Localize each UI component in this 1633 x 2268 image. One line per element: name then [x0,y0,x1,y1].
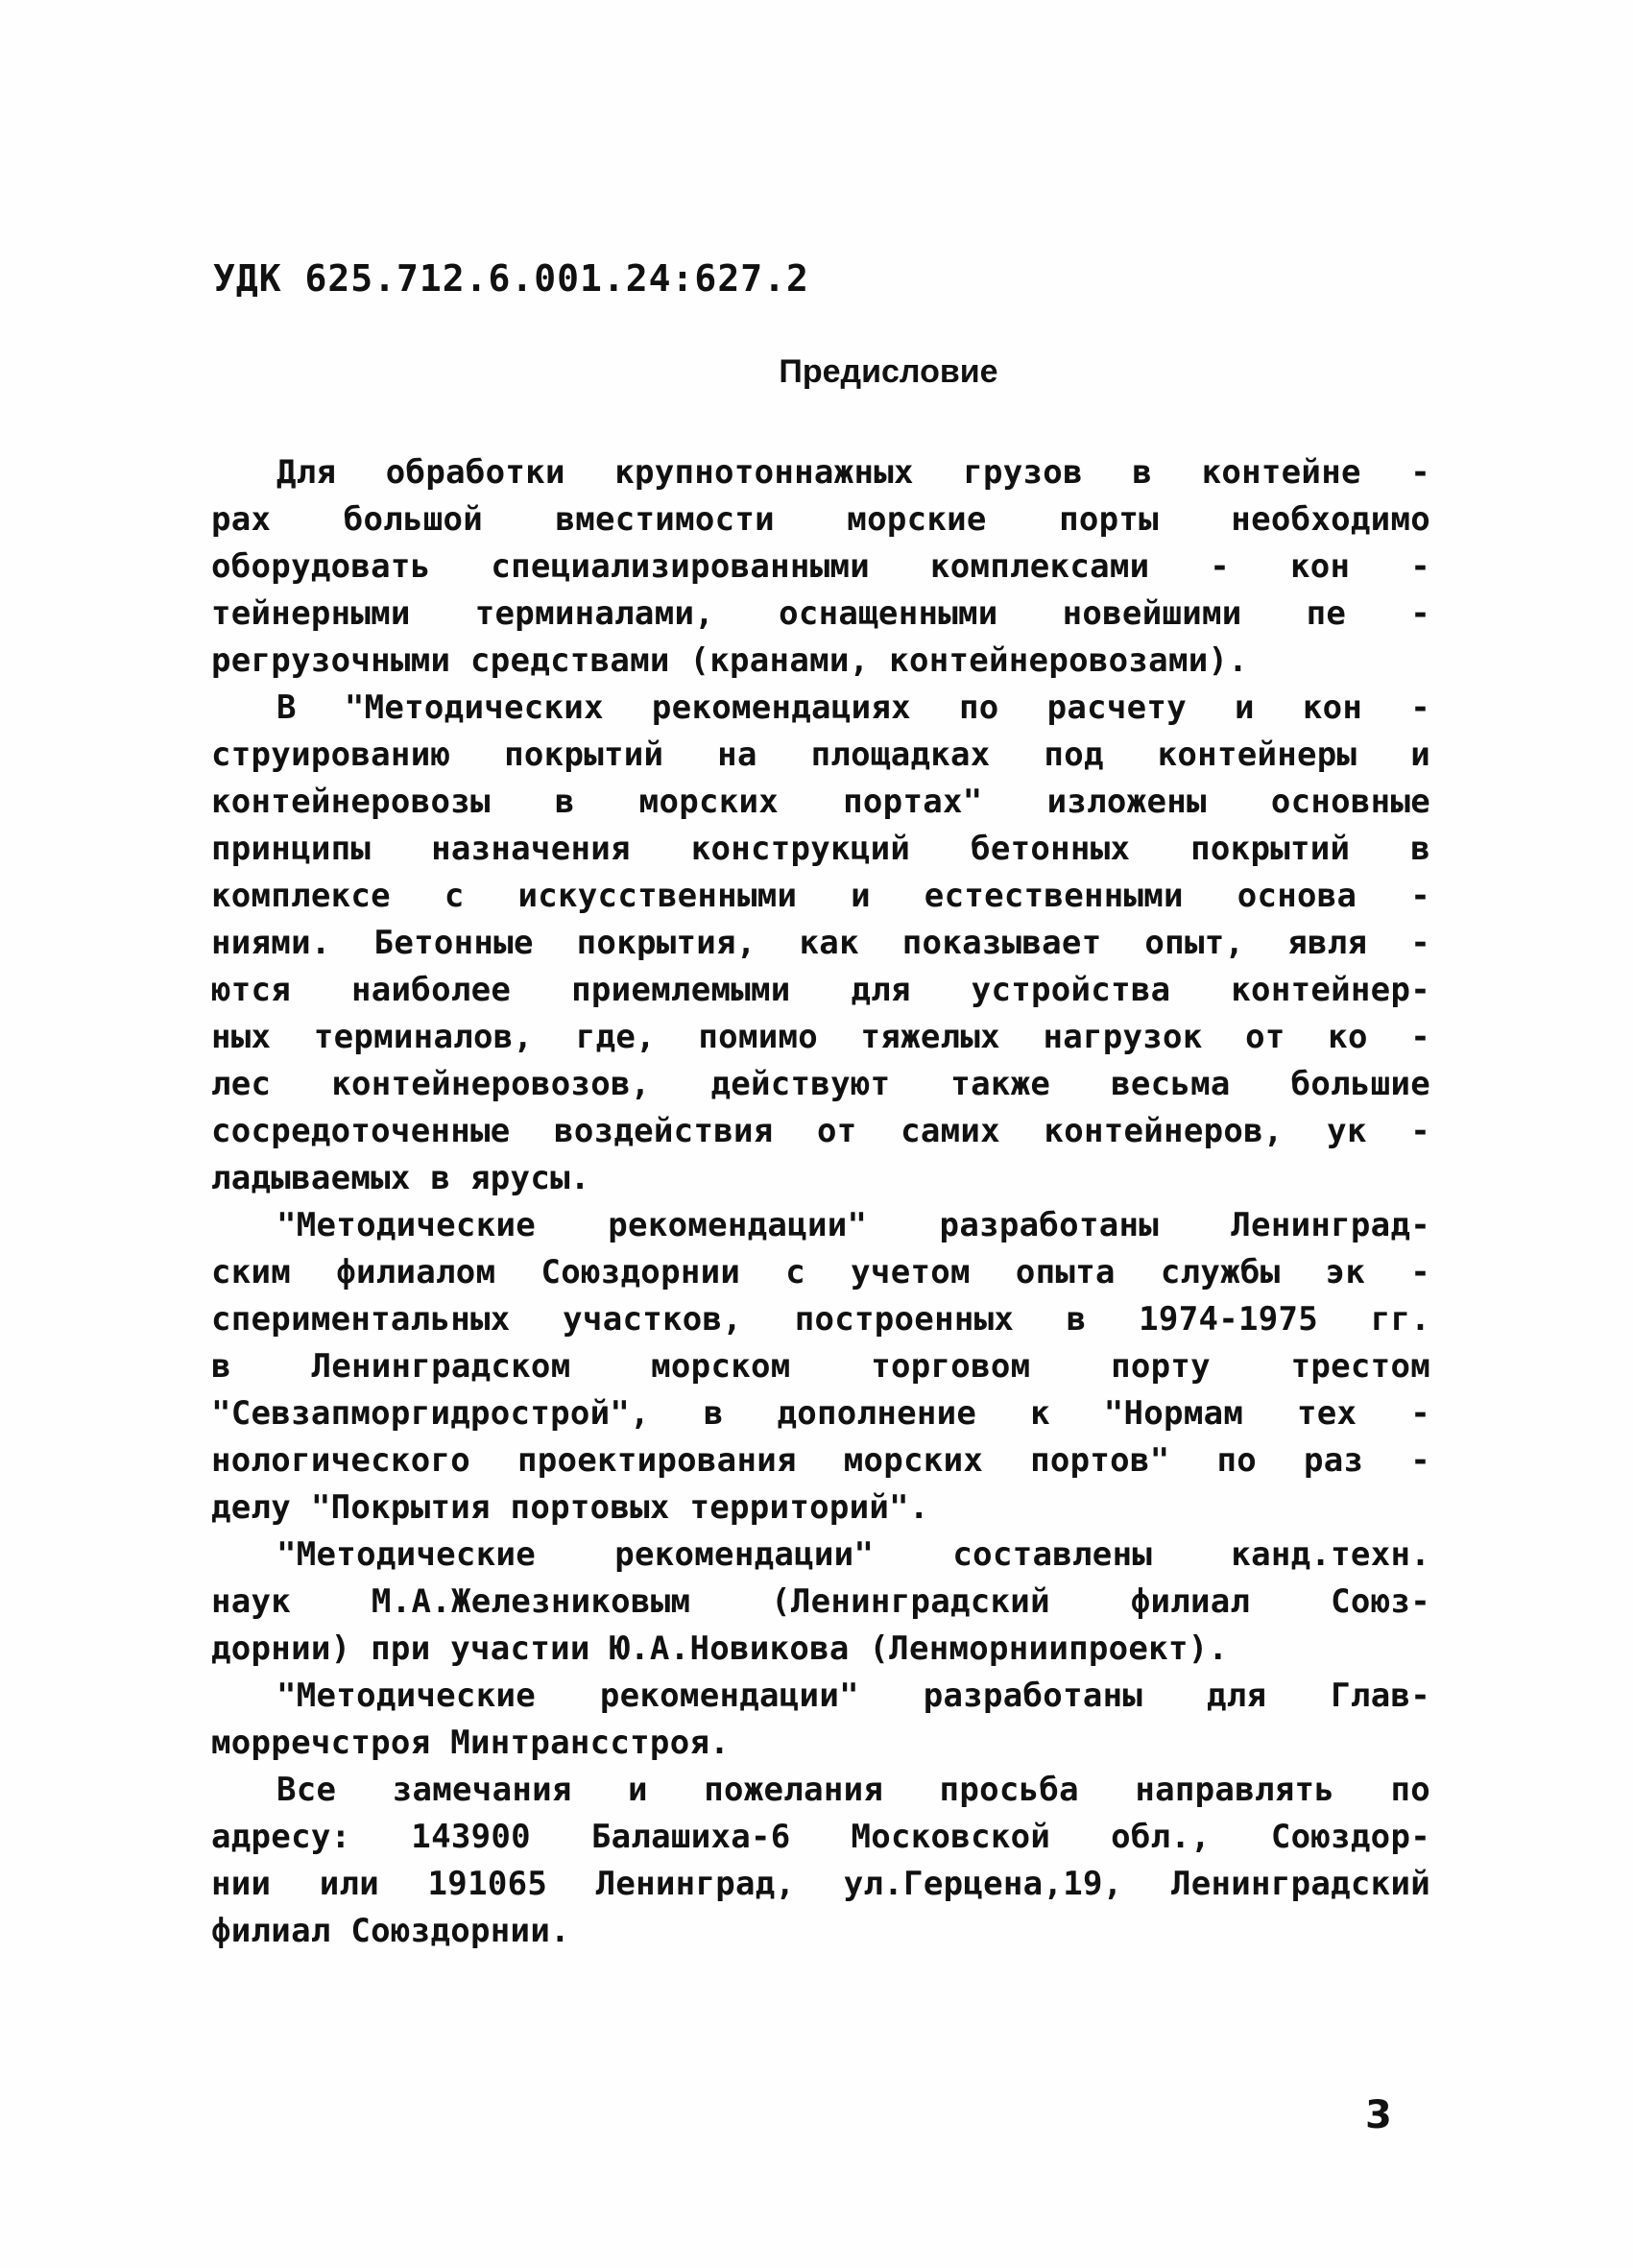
page-number: 3 [1365,2093,1392,2137]
text-line: принципы назначения конструкций бетонных покрытий в [211,830,1430,868]
text-line: спериментальных участков, построенных в 1974-1975 гг. [211,1300,1430,1339]
text-line: "Методические рекомендации" разработаны Ленинград- [276,1206,1430,1244]
text-line: филиал Союздорнии. [211,1912,570,1950]
text-line: рах большой вместимости морские порты необходимо [211,500,1430,539]
text-line: тейнерными терминалами, оснащенными новейшими пе - [211,594,1430,633]
text-line: ниями. Бетонные покрытия, как показывает опыт, явля - [211,924,1430,962]
text-line: ных терминалов, где, помимо тяжелых нагрузок от ко - [211,1018,1430,1056]
udk-code: УДК 625.712.6.001.24:627.2 [213,257,809,300]
preface-body [211,449,1430,1955]
page-heading: Предисловие [779,353,998,390]
text-line: ладываемых в ярусы. [211,1159,590,1197]
text-line: делу "Покрытия портовых территорий". [211,1488,929,1527]
text-line: комплексе с искусственными и естественными основа - [211,877,1430,915]
text-line: лес контейнеровозов, действуют также весьма большие [211,1065,1430,1103]
text-line: сосредоточенные воздействия от самих контейнеров, ук - [211,1112,1430,1150]
text-line: Все замечания и пожелания просьба направлять по [276,1771,1430,1809]
text-line: оборудовать специализированными комплексами - кон - [211,547,1430,586]
text-line: морречстроя Минтрансстроя. [211,1724,731,1762]
text-line: ским филиалом Союздорнии с учетом опыта службы эк - [211,1253,1430,1291]
text-line: "Методические рекомендации" составлены канд.техн. [276,1535,1430,1574]
text-line: нологического проектирования морских портов" по раз - [211,1441,1430,1480]
text-line: Для обработки крупнотоннажных грузов в контейне - [276,453,1430,492]
text-line: адресу: 143900 Балашиха-6 Московской обл., Союздор- [211,1818,1430,1856]
text-line: регрузочными средствами (кранами, контейнеровозами). [211,641,1249,680]
text-line: нии или 191065 Ленинград, ул.Герцена,19, Ленинградский [211,1865,1430,1903]
text-line: В "Методических рекомендациях по расчету и кон - [276,688,1430,727]
text-line: "Методические рекомендации" разработаны для Глав- [276,1677,1430,1715]
text-line: ются наиболее приемлемыми для устройства контейнер- [211,971,1430,1009]
text-line: дорнии) при участии Ю.А.Новикова (Ленморниипроект). [211,1629,1229,1668]
text-line: струированию покрытий на площадках под контейнеры и [211,736,1430,774]
text-line: в Ленинградском морском торговом порту трестом [211,1347,1430,1386]
text-line: наук М.А.Железниковым (Ленинградский филиал Союз- [211,1582,1430,1621]
text-line: контейнеровозы в морских портах" изложены основные [211,783,1430,821]
text-line: "Севзапморгидрострой", в дополнение к "Нормам тех - [211,1394,1430,1433]
